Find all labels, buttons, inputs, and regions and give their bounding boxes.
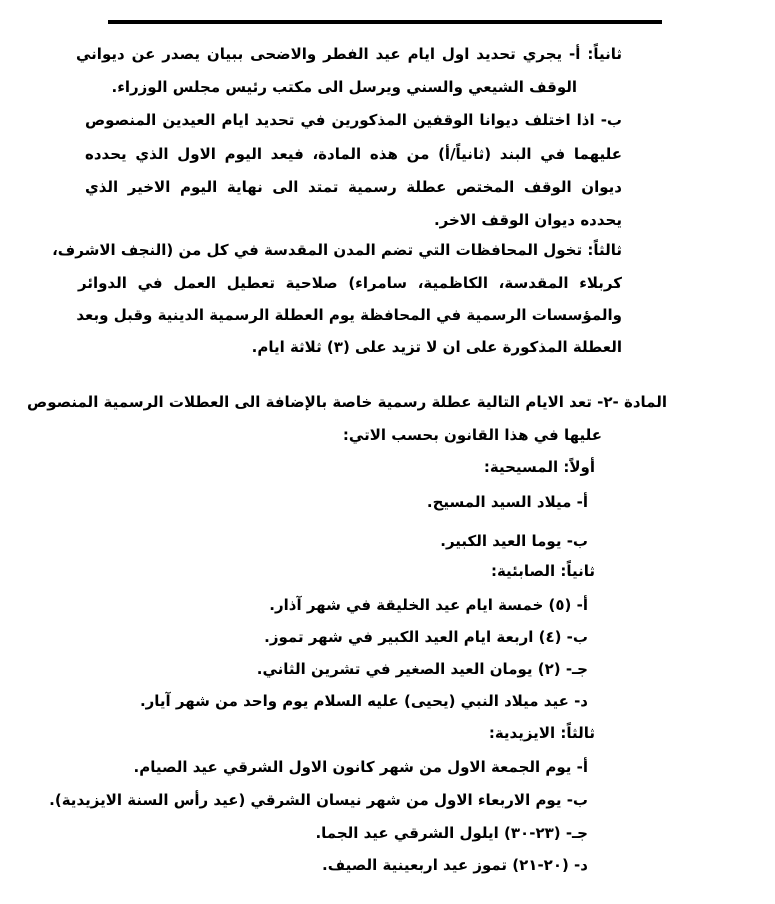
second-a-line2: الوقف الشيعي والسني ويرسل الى مكتب رئيس مجلس الوزراء. (111, 78, 577, 96)
yazidi-item-d: د- (٢٠-٢١) تموز عيد اربعينية الصيف. (322, 856, 588, 874)
sabian-title: ثانياً: الصابئية: (490, 562, 595, 580)
christian-title: أولاً: المسيحية: (483, 458, 595, 476)
third-line1: ثالثاً: تخول المحافظات التي تضم المدن المقدسة في كل من (النجف الاشرف، (52, 241, 622, 259)
christian-item-b: ب- يوما العيد الكبير. (440, 532, 588, 550)
sabian-item-b: ب- (٤) اربعة ايام العيد الكبير في شهر تموز. (264, 628, 588, 646)
third-line3: والمؤسسات الرسمية في المحافظة يوم العطلة الرسمية الدينية وقبل وبعد (76, 306, 622, 324)
article2-heading-line1: المادة -٢- تعد الايام التالية عطلة رسمية خاصة بالإضافة الى العطلات الرسمية المنصوص (27, 393, 667, 411)
yazidi-item-c: جـ- (٢٣-٣٠) ايلول الشرقي عيد الجما. (315, 824, 588, 842)
top-rule (108, 20, 662, 24)
second-b-line1: ب- اذا اختلف ديوانا الوقفين المذكورين في تحديد ايام العيدين المنصوص (85, 111, 622, 129)
yazidi-item-b: ب- يوم الاربعاء الاول من شهر نيسان الشرقي (عيد رأس السنة الايزيدية). (49, 791, 588, 809)
yazidi-item-a: أ- يوم الجمعة الاول من شهر كانون الاول الشرقي عيد الصيام. (133, 758, 588, 776)
yazidi-title: ثالثاً: الايزيدية: (488, 724, 595, 742)
second-b-line4: يحدده ديوان الوقف الاخر. (433, 211, 622, 229)
sabian-item-c: جـ- (٢) يومان العيد الصغير في تشرين الثاني. (256, 660, 588, 678)
sabian-item-d: د- عيد ميلاد النبي (يحيى) عليه السلام يوم واحد من شهر آيار. (139, 692, 588, 710)
second-a-line1: ثانياً: أ- يجري تحديد اول ايام عيد الفطر والاضحى ببيان يصدر عن ديواني (76, 45, 622, 63)
third-line4: العطلة المذكورة على ان لا تزيد على (٣) ثلاثة ايام. (251, 338, 622, 356)
second-b-line3: ديوان الوقف المختص عطلة رسمية تمتد الى نهاية اليوم الاخير الذي (85, 178, 622, 196)
second-b-line2: عليهما في البند (ثانياً/أ) من هذه المادة، فيعد اليوم الاول الذي يحدده (85, 145, 622, 163)
article2-heading-line2: عليها في هذا القانون بحسب الاتي: (342, 426, 602, 444)
third-line2: كربلاء المقدسة، الكاظمية، سامراء) صلاحية تعطيل العمل في الدوائر (78, 274, 622, 292)
sabian-item-a: أ- (٥) خمسة ايام عيد الخليقة في شهر آذار. (269, 596, 588, 614)
christian-item-a: أ- ميلاد السيد المسيح. (426, 493, 588, 511)
